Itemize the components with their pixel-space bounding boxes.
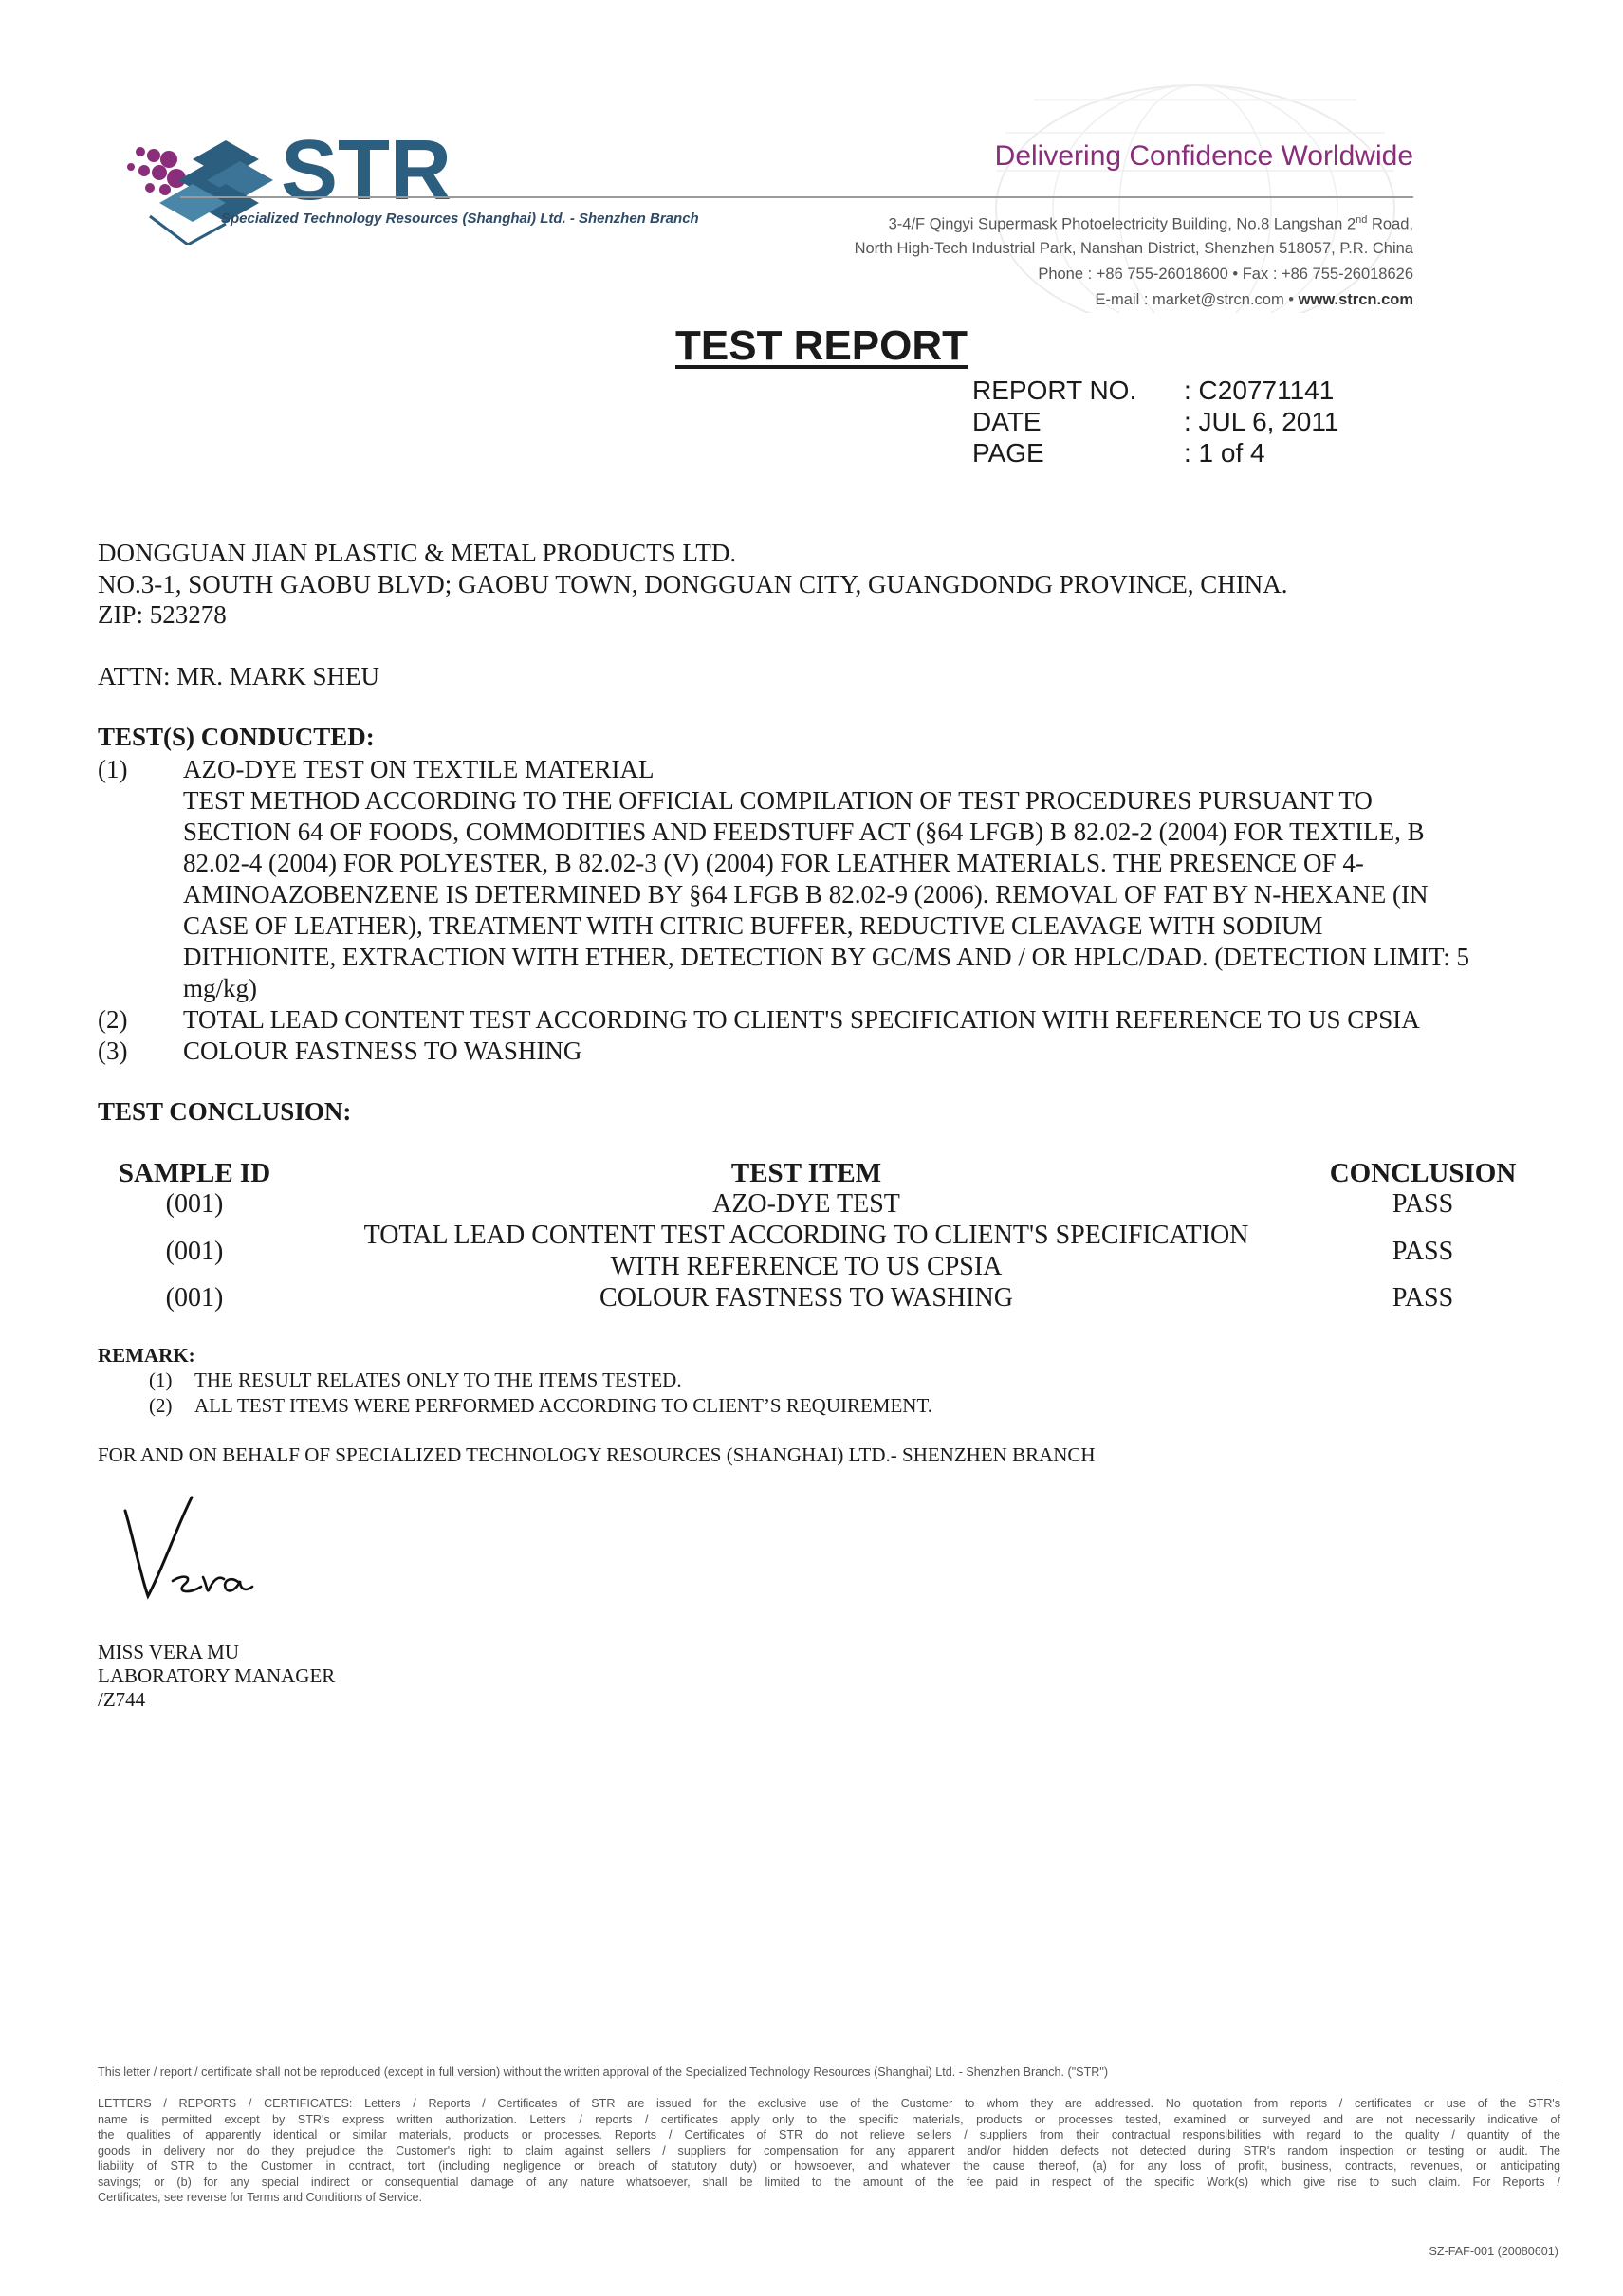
test-conclusion-heading: TEST CONCLUSION: bbox=[98, 1097, 352, 1126]
column-header-sample-id: SAMPLE ID bbox=[118, 1158, 271, 1188]
header-divider bbox=[180, 196, 1413, 198]
signatory-title: LABORATORY MANAGER bbox=[98, 1664, 336, 1687]
report-no-label: REPORT NO. bbox=[972, 376, 1137, 405]
form-code: SZ-FAF-001 (20080601) bbox=[1429, 2245, 1558, 2258]
signatory-reference: /Z744 bbox=[98, 1688, 146, 1711]
logo-wordmark: STR bbox=[281, 123, 452, 218]
terms-line: savings; or (b) for any special indirect or consequential damage of any nature whatsoever, shall be limited to the amount of the fee paid in respect of the specific Work(s) which give rise to such claim. For Reports / bbox=[98, 2175, 1560, 2189]
remark-2-text: ALL TEST ITEMS WERE PERFORMED ACCORDING TO CLIENT’S REQUIREMENT. bbox=[194, 1394, 932, 1417]
company-full-name: Specialized Technology Resources (Shanghai) Ltd. - Shenzhen Branch bbox=[221, 211, 699, 227]
test-1-line: mg/kg) bbox=[183, 974, 257, 1002]
remark-1-number: (1) bbox=[149, 1368, 173, 1391]
signatory-name: MISS VERA MU bbox=[98, 1641, 239, 1663]
attention-line: ATTN: MR. MARK SHEU bbox=[98, 662, 380, 690]
row-3-test-item: COLOUR FASTNESS TO WASHING bbox=[599, 1283, 1013, 1313]
row-2-result: PASS bbox=[1392, 1237, 1454, 1266]
website-link: www.strcn.com bbox=[1298, 291, 1413, 308]
tests-conducted-heading: TEST(S) CONDUCTED: bbox=[98, 723, 375, 751]
client-zip: ZIP: 523278 bbox=[98, 600, 227, 629]
company-tagline: Delivering Confidence Worldwide bbox=[994, 140, 1413, 172]
terms-block bbox=[98, 2096, 1560, 2206]
terms-line: liability of STR to the Customer in contract, tort (including negligence or breach of statutory duty) or howsoever, and whatever the cause thereof, (a) for any loss of profit, business, contracts, revenues, or anticipating bbox=[98, 2159, 1560, 2173]
row-2-test-item: TOTAL LEAD CONTENT TEST ACCORDING TO CLIENT'S SPECIFICATION bbox=[363, 1221, 1249, 1250]
test-3-number: (3) bbox=[98, 1037, 128, 1065]
row-3-sample-id: (001) bbox=[165, 1283, 224, 1313]
remark-2-number: (2) bbox=[149, 1394, 173, 1417]
test-1-line: 82.02-4 (2004) FOR POLYESTER, B 82.02-3 (V) (2004) FOR LEATHER MATERIALS. THE PRESENCE OF 4- bbox=[183, 849, 1364, 877]
handwritten-signature bbox=[114, 1494, 285, 1617]
terms-line: goods in delivery nor do they prejudice the Customer's right to claim against sellers / suppliers for compensation for any apparent and/or hidden defects not detected during STR's random inspection or testing or audit. The bbox=[98, 2143, 1560, 2158]
client-name: DONGGUAN JIAN PLASTIC & METAL PRODUCTS LTD. bbox=[98, 539, 737, 567]
test-2-line: TOTAL LEAD CONTENT TEST ACCORDING TO CLIENT'S SPECIFICATION WITH REFERENCE TO US CPSIA bbox=[183, 1005, 1420, 1034]
test-1-line: DITHIONITE, EXTRACTION WITH ETHER, DETECTION BY GC/MS AND / OR HPLC/DAD. (DETECTION LIMIT: 5 bbox=[183, 943, 1470, 971]
client-address: NO.3-1, SOUTH GAOBU BLVD; GAOBU TOWN, DONGGUAN CITY, GUANGDONDG PROVINCE, CHINA. bbox=[98, 570, 1288, 598]
row-1-result: PASS bbox=[1392, 1189, 1454, 1219]
test-1-line: AMINOAZOBENZENE IS DETERMINED BY §64 LFGB B 82.02-9 (2006). REMOVAL OF FAT BY N-HEXANE (IN bbox=[183, 880, 1429, 909]
date-value: : JUL 6, 2011 bbox=[1184, 407, 1339, 436]
email-web-line: E-mail : market@strcn.com • www.strcn.com bbox=[1095, 291, 1413, 308]
test-1-line: CASE OF LEATHER), TREATMENT WITH CITRIC BUFFER, REDUCTIVE CLEAVAGE WITH SODIUM bbox=[183, 911, 1323, 940]
reproduction-notice: This letter / report / certificate shall not be reproduced (except in full version) without the written approval of the Specialized Technology Resources (Shanghai) Ltd. - Shenzhen Branch. ("STR") bbox=[98, 2066, 1109, 2079]
test-1-line: SECTION 64 OF FOODS, COMMODITIES AND FEEDSTUFF ACT (§64 LFGB) B 82.02-2 (2004) FOR TEXTILE, B bbox=[183, 817, 1425, 846]
row-1-sample-id: (001) bbox=[165, 1189, 224, 1219]
terms-line: Certificates, see reverse for Terms and Conditions of Service. bbox=[98, 2191, 423, 2204]
address-line-1: 3-4/F Qingyi Supermask Photoelectricity Building, No.8 Langshan 2nd Road, bbox=[888, 214, 1413, 233]
on-behalf-statement: FOR AND ON BEHALF OF SPECIALIZED TECHNOLOGY RESOURCES (SHANGHAI) LTD.- SHENZHEN BRANCH bbox=[98, 1443, 1096, 1466]
terms-line: the qualities of apparently identical or similar materials, products or processes. Reports / Certificates of STR do not relieve sellers / suppliers from their contractual responsibilities with regard to the quality / quantity of the bbox=[98, 2128, 1560, 2141]
row-2-test-item-cont: WITH REFERENCE TO US CPSIA bbox=[610, 1252, 1003, 1281]
report-no-value: : C20771141 bbox=[1184, 376, 1335, 405]
test-1-number: (1) bbox=[98, 755, 128, 783]
page-label: PAGE bbox=[972, 438, 1044, 468]
test-3-line: COLOUR FASTNESS TO WASHING bbox=[183, 1037, 582, 1065]
column-header-conclusion: CONCLUSION bbox=[1329, 1158, 1517, 1188]
test-1-line: TEST METHOD ACCORDING TO THE OFFICIAL COMPILATION OF TEST PROCEDURES PURSUANT TO bbox=[183, 786, 1373, 815]
phone-fax-line: Phone : +86 755-26018600 • Fax : +86 755-26018626 bbox=[1038, 266, 1413, 283]
remark-1-text: THE RESULT RELATES ONLY TO THE ITEMS TESTED. bbox=[194, 1368, 682, 1391]
remark-heading: REMARK: bbox=[98, 1344, 195, 1367]
report-title: TEST REPORT bbox=[675, 322, 968, 369]
test-1-line: AZO-DYE TEST ON TEXTILE MATERIAL bbox=[183, 755, 655, 783]
row-2-sample-id: (001) bbox=[165, 1237, 224, 1266]
test-2-number: (2) bbox=[98, 1005, 128, 1034]
page-value: : 1 of 4 bbox=[1184, 438, 1265, 468]
row-3-result: PASS bbox=[1392, 1283, 1454, 1313]
terms-line: LETTERS / REPORTS / CERTIFICATES: Letters / Reports / Certificates of STR are issued for the exclusive use of the Customer to whom they are addressed. No quotation from reports / certificates or use of the STR's bbox=[98, 2097, 1560, 2110]
row-1-test-item: AZO-DYE TEST bbox=[712, 1189, 900, 1219]
terms-line: name is permitted except by STR's express written authorization. Letters / reports / certificates apply only to the specific materials, products or processes tested, examined or surveyed and are not necessarily indicative of bbox=[98, 2112, 1560, 2126]
date-label: DATE bbox=[972, 407, 1042, 436]
column-header-test-item: TEST ITEM bbox=[730, 1158, 882, 1188]
address-line-2: North High-Tech Industrial Park, Nanshan District, Shenzhen 518057, P.R. China bbox=[854, 240, 1413, 257]
